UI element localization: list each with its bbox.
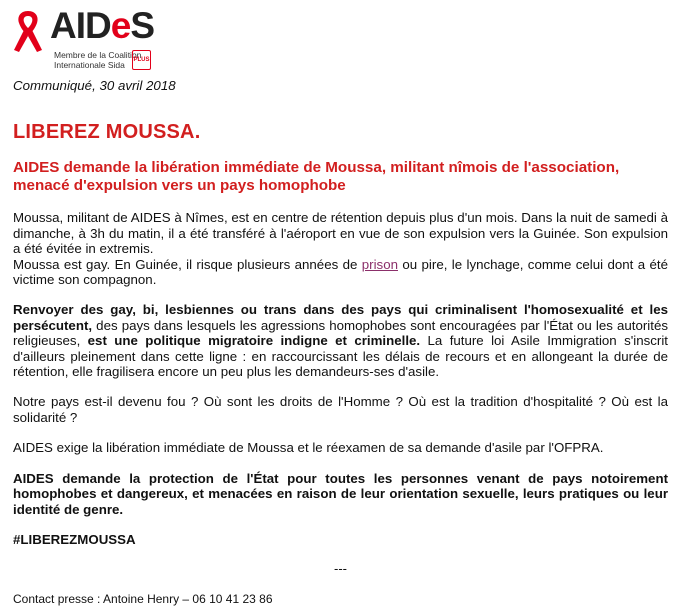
paragraph-policy: Renvoyer des gay, bi, lesbiennes ou trans dans des pays qui criminalisent l'homosexualité et les persécutent, des pays dans lesquels les agressions homophobes sont encouragées par l'État ou les autorités religieuses, est une politique migratoire indigne et criminelle. La future loi Asile Immigration s'inscrit d'ailleurs pleinement dans cette ligne : en raccourcissant les délais de recours et en allongeant la durée de rétention, elle fragilisera encore un peu plus les demandeurs-ses d'asile. xyxy=(13,302,668,380)
page-subtitle: AIDES demande la libération immédiate de Moussa, militant nîmois de l'association, menacé d'expulsion vers un pays homophobe xyxy=(13,159,620,195)
page-title: LIBEREZ MOUSSA. xyxy=(13,121,201,144)
release-date: Communiqué, 30 avril 2018 xyxy=(13,78,176,93)
paragraph-situation: Moussa, militant de AIDES à Nîmes, est en centre de rétention depuis plus d'un mois. Dans la nuit de samedi à dimanche, à 3h du matin, il a été transféré à l'aéroport en vue de son expulsion vers la Guinée. Son expulsion a été évitée in extremis. Moussa est gay. En Guinée, il risque plusieurs années de prison ou pire, le lynchage, comme celui dont a été victime son compagnon. xyxy=(13,210,668,288)
prison-link[interactable]: prison xyxy=(361,256,398,272)
red-ribbon-icon xyxy=(10,8,46,54)
separator: --- xyxy=(334,560,347,576)
hashtag: #LIBEREZMOUSSA xyxy=(13,531,136,547)
coalition-caption: Membre de la Coalition Internationale Sida xyxy=(54,50,142,70)
press-contact: Contact presse : Antoine Henry – 06 10 41 23 86 xyxy=(13,591,273,606)
aides-logo-word: AIDeS xyxy=(50,5,154,46)
press-release-body xyxy=(13,78,668,606)
paragraph-demand: AIDES exige la libération immédiate de Moussa et le réexamen de sa demande d'asile par l'OFPRA. xyxy=(13,440,604,456)
coalition-plus-badge: PLUS xyxy=(132,50,151,70)
paragraph-protection: AIDES demande la protection de l'État pour toutes les personnes venant de pays notoirement homophobes et dangereux, et menacées en raison de leur orientation sexuelle, leurs pratiques ou leur identité de genre. xyxy=(13,470,668,517)
paragraph-questions: Notre pays est-il devenu fou ? Où sont les droits de l'Homme ? Où est la tradition d'hospitalité ? Où est la solidarité ? xyxy=(13,394,668,425)
